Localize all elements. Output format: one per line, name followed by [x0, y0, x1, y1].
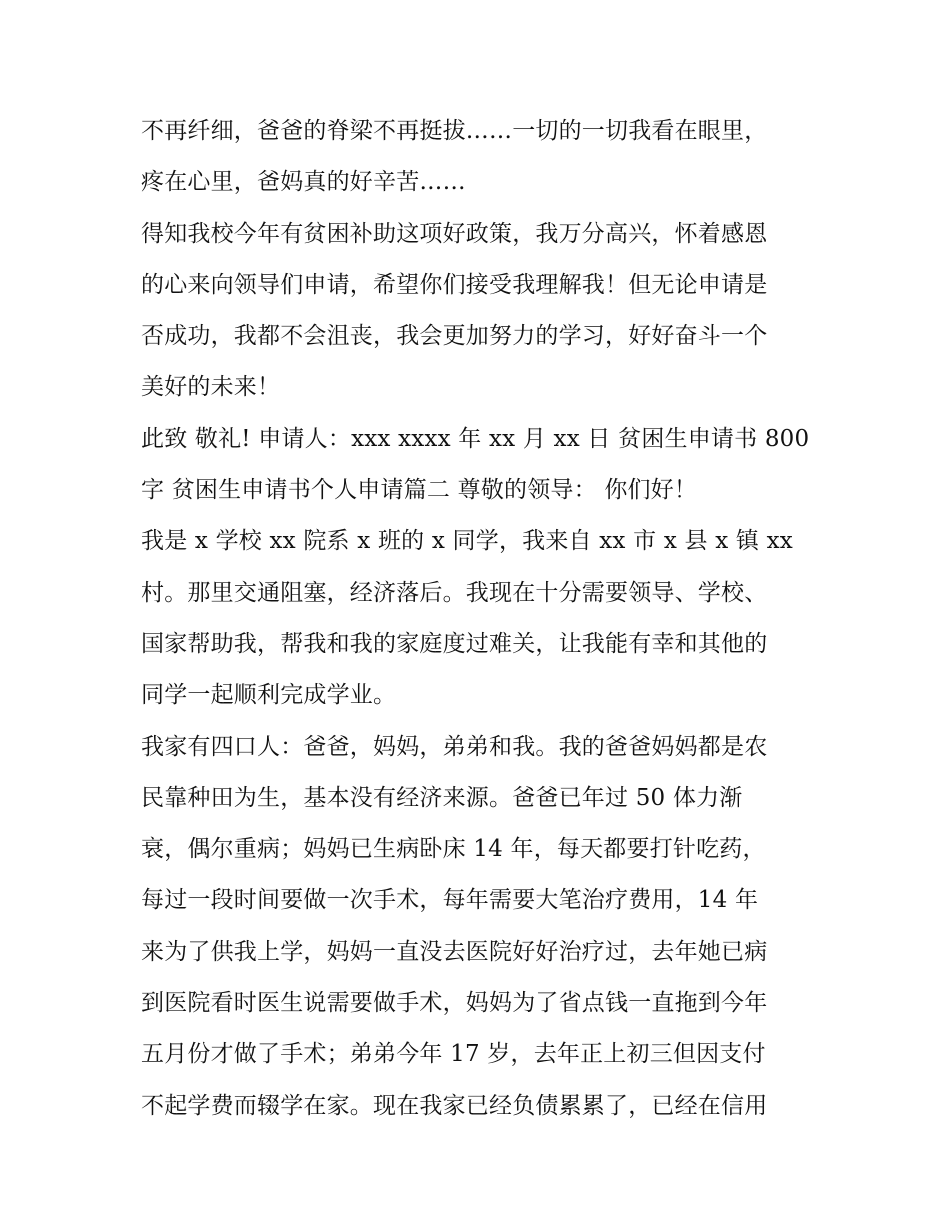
text-line: 我是 x 学校 xx 院系 x 班的 x 同学，我来自 xx 市 x 县 x 镇 xx [141, 528, 793, 555]
text-line: 美好的未来！ [141, 374, 281, 401]
text-line: 来为了供我上学，妈妈一直没去医院好好治疗过，去年她已病 [141, 938, 768, 965]
text-line: 否成功，我都不会沮丧，我会更加努力的学习，好好奋斗一个 [141, 323, 768, 350]
text-line: 国家帮助我，帮我和我的家庭度过难关，让我能有幸和其他的 [141, 630, 768, 657]
text-line: 我家有四口人：爸爸，妈妈，弟弟和我。我的爸爸妈妈都是农 [141, 733, 768, 760]
text-line: 到医院看时医生说需要做手术，妈妈为了省点钱一直拖到今年 [141, 990, 768, 1017]
text-line: 此致 敬礼! 申请人：xxx xxxx 年 xx 月 xx 日 贫困生申请书 800 [141, 425, 810, 452]
text-line: 五月份才做了手术；弟弟今年 17 岁，去年正上初三但因支付 [141, 1041, 766, 1068]
text-line: 字 贫困生申请书个人申请篇二 尊敬的领导： 你们好！ [141, 477, 698, 504]
text-line: 得知我校今年有贫困补助这项好政策，我万分高兴，怀着感恩 [141, 220, 768, 247]
text-line: 村。那里交通阻塞，经济落后。我现在十分需要领导、学校、 [141, 579, 768, 606]
document-body [141, 106, 821, 1132]
text-line: 衰，偶尔重病；妈妈已生病卧床 14 年，每天都要打针吃药， [141, 836, 766, 863]
text-line: 疼在心里，爸妈真的好辛苦…… [141, 169, 466, 196]
text-line: 同学一起顺利完成学业。 [141, 682, 397, 709]
text-line: 民靠种田为生，基本没有经济来源。爸爸已年过 50 体力渐 [141, 784, 743, 811]
text-line: 每过一段时间要做一次手术，每年需要大笔治疗费用，14 年 [141, 887, 759, 914]
text-line: 不再纤细，爸爸的脊梁不再挺拔……一切的一切我看在眼里， [141, 118, 768, 144]
text-line: 不起学费而辍学在家。现在我家已经负债累累了，已经在信用 [141, 1092, 768, 1119]
text-line: 的心来向领导们申请，希望你们接受我理解我！但无论申请是 [141, 271, 768, 298]
